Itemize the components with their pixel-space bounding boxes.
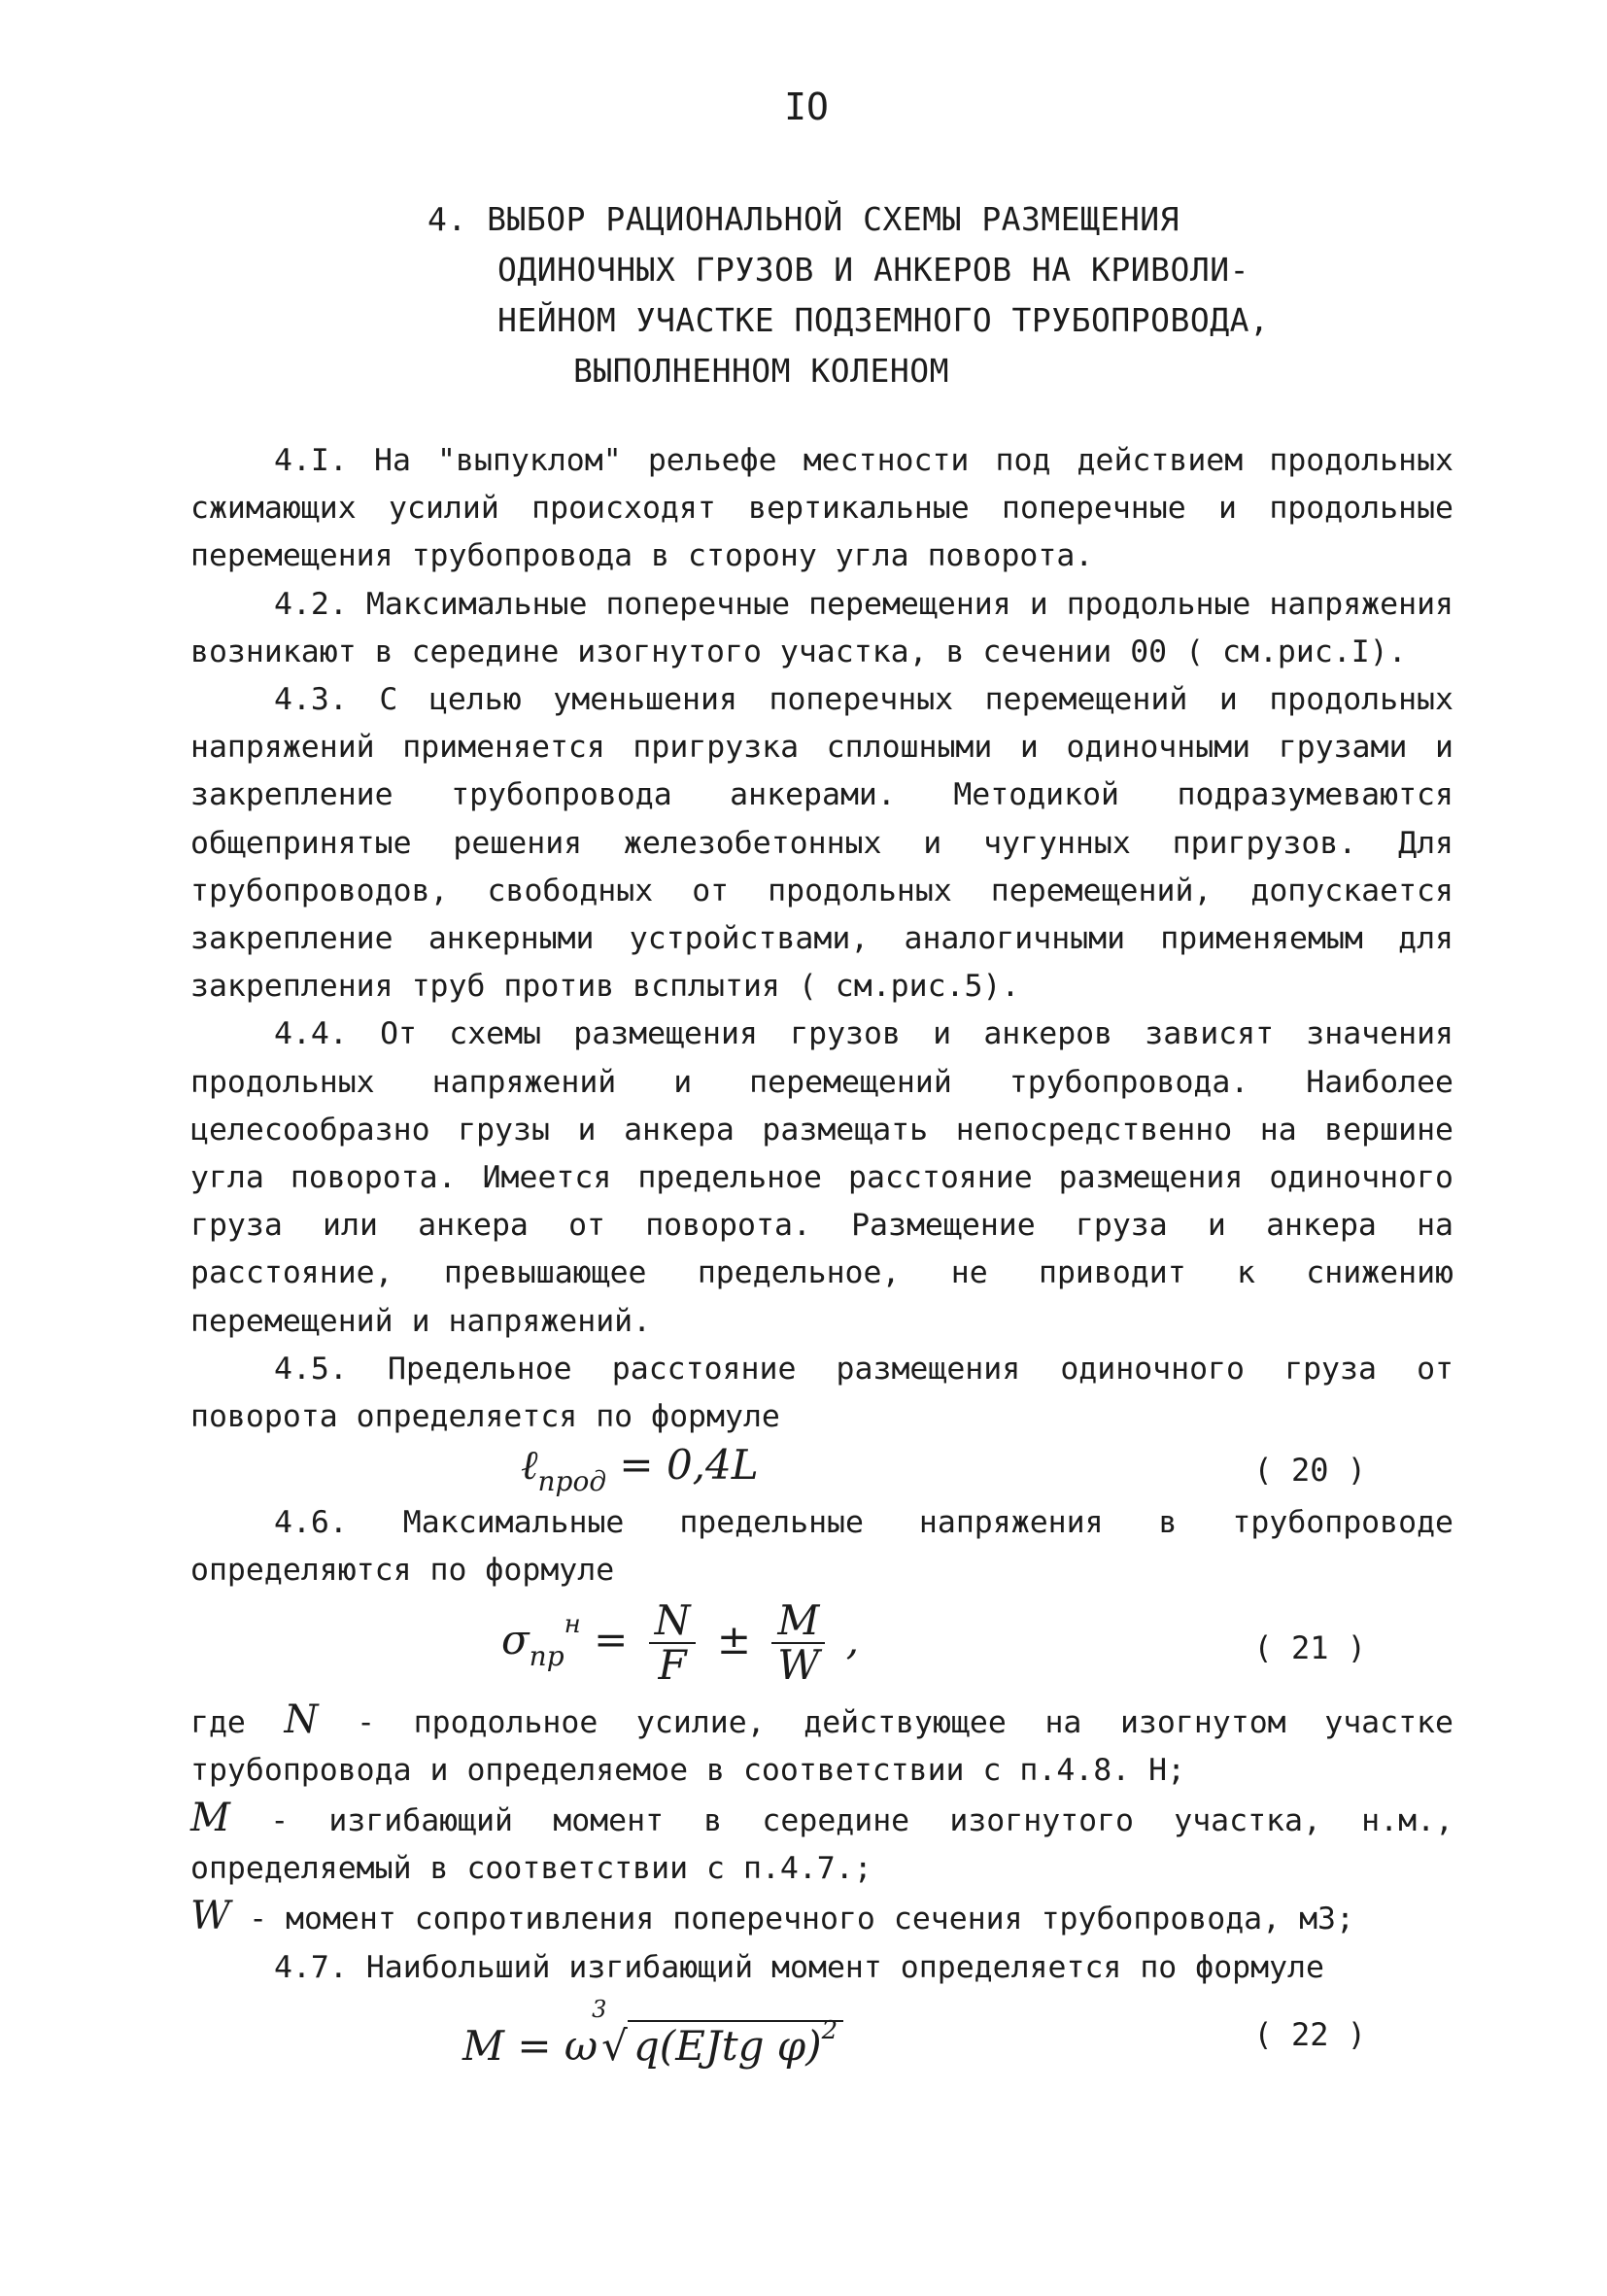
section-heading [427,194,1270,396]
fraction-m-over-w: $\frac{M}{W}$ [771,1599,825,1687]
cube-root: 3 √ q(EJtg φ)$^2$ [598,2007,843,2070]
paragraph-4-7: 4.7. Наибольший изгибающий момент определяется по формуле [274,1949,1324,1985]
paragraph-4-4: 4.4. От схемы размещения грузов и анкеров зависят значения продольных напряжений и перемещений трубопровода. Наиболее целесообразно грузы и анкера размещать непосредственно на вершине угла поворота. Имеется предельное расстояние размещения одиночного груза или анкера от поворота. Размещение груза и анкера на расстояние, превышающее предельное, не приводит к снижению перемещений и напряжений. [190,1016,1453,1339]
radicand: q(EJtg φ)$^2$ [628,2020,843,2070]
definition-m: M - изгибающий момент в середине изогнутого участка, н.м., определяемый в соответствии с п.4.7.; [190,1796,1453,1887]
equation-number-21: ( 21 ) [1253,1628,1366,1666]
formula-22-row [190,1992,1453,2089]
formula-20-subscript: прод [537,1465,607,1498]
paragraph-4-1: 4.I. На "выпуклом" рельефе местности под действием продольных сжимающих усилий происходят вертикальные поперечные и продольные перемещения трубопровода в сторону угла поворота. [190,443,1453,574]
formula-21-row [190,1595,1453,1696]
paragraph-4-2: 4.2. Максимальные поперечные перемещения и продольные напряжения возникают в середине изогнутого участка, в сечении 00 ( см.рис.I). [190,586,1453,669]
page-number: IO [784,86,829,128]
paragraph-4-3: 4.3. С целью уменьшения поперечных перемещений и продольных напряжений применяется пригрузка сплошными и одиночными грузами и закрепление трубопровода анкерами. Методикой подразумеваются общепринятые решения железобетонных и чугунных пригрузов. Для трубопроводов, свободных от продольных перемещений, допускается закрепление анкерными устройствами, аналогичными применяемым для закрепления труб против всплытия ( см.рис.5). [190,682,1453,1005]
formula-20-rhs: = 0,4L [619,1441,759,1490]
body-text [190,437,1453,2089]
heading-line-1: 4. ВЫБОР РАЦИОНАЛЬНОЙ СХЕМЫ РАЗМЕЩЕНИЯ [427,200,1180,238]
equation-number-20: ( 20 ) [1253,1452,1366,1490]
equation-number-22: ( 22 ) [1253,2015,1366,2053]
definition-n: где N - продольное усилие, действующее на изогнутом участке трубопровода и определяемое в соответствии с п.4.8. Н; [190,1696,1453,1788]
heading-line-4: ВЫПОЛНЕННОМ КОЛЕНОМ [573,352,949,390]
formula-21: $\sigma_{пр}^н$ = $\frac{N}{F}$ ± $\frac{M}{W}$ , [501,1595,860,1689]
fraction-n-over-f: $\frac{N}{F}$ [649,1599,697,1687]
formula-22: M = ω 3 √ q(EJtg φ)$^2$ [462,2007,843,2070]
heading-line-2: ОДИНОЧНЫХ ГРУЗОВ И АНКЕРОВ НА КРИВОЛИ- [497,251,1249,289]
heading-number: 4. [427,200,467,238]
heading-line-3: НЕЙНОМ УЧАСТКЕ ПОДЗЕМНОГО ТРУБОПРОВОДА, [497,301,1270,339]
paragraph-4-6: 4.6. Максимальные предельные напряжения в трубопроводе определяются по формуле [190,1505,1453,1589]
definition-w: W - момент сопротивления поперечного сечения трубопровода, м3; [190,1894,1354,1939]
formula-20: ℓ$_{прод}$ = 0,4L [521,1441,759,1498]
formula-20-row [190,1441,1453,1499]
paragraph-4-5: 4.5. Предельное расстояние размещения одиночного груза от поворота определяется по формуле [190,1351,1453,1435]
